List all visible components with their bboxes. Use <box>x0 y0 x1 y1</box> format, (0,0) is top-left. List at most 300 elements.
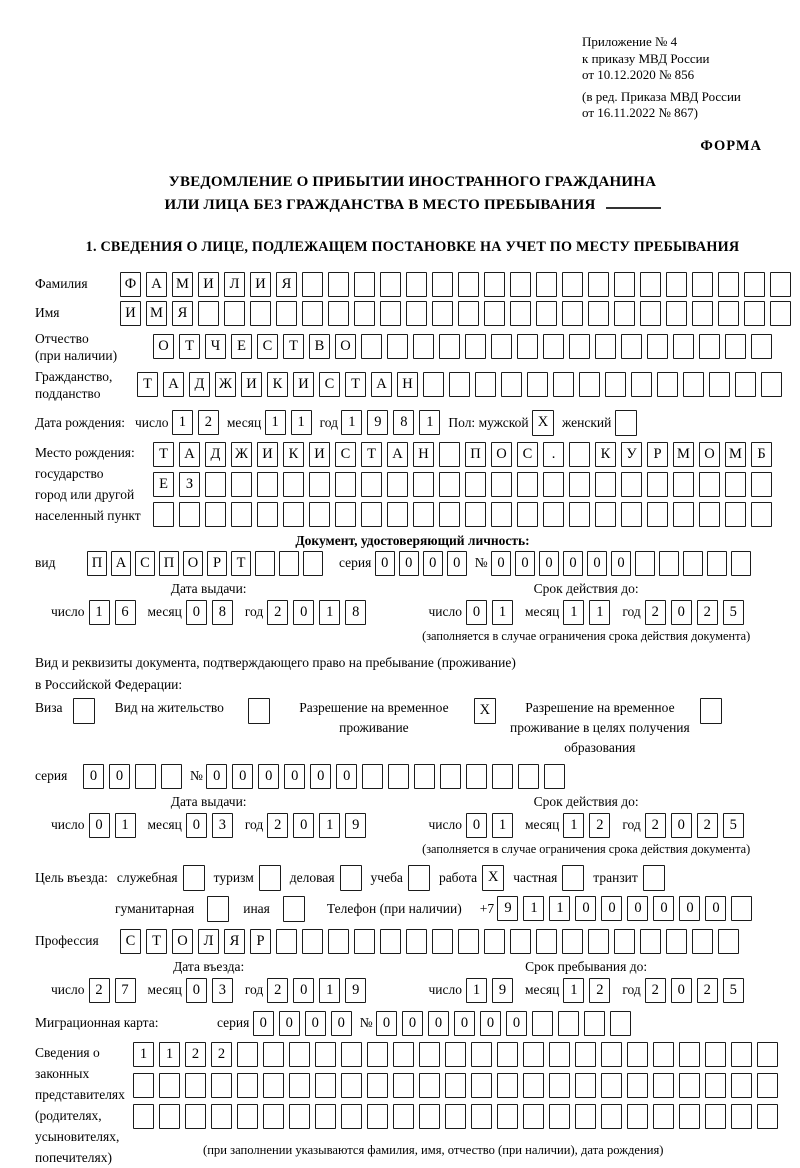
char-box[interactable]: 0 <box>705 896 726 921</box>
doc-issue-month[interactable] <box>186 600 233 625</box>
char-box[interactable]: К <box>595 442 616 467</box>
char-box[interactable]: П <box>159 551 179 576</box>
purpose-humanitarian-checkbox[interactable] <box>207 896 229 922</box>
char-box[interactable] <box>492 764 513 789</box>
char-box[interactable] <box>640 301 661 326</box>
char-box[interactable] <box>562 272 583 297</box>
char-box[interactable] <box>408 865 430 891</box>
char-box[interactable] <box>276 301 297 326</box>
char-box[interactable] <box>666 301 687 326</box>
char-box[interactable]: Р <box>207 551 227 576</box>
char-box[interactable]: 1 <box>133 1042 154 1067</box>
char-box[interactable] <box>255 551 275 576</box>
char-box[interactable] <box>627 1042 648 1067</box>
char-box[interactable]: 2 <box>645 813 666 838</box>
char-box[interactable] <box>315 1104 336 1129</box>
char-box[interactable] <box>643 865 665 891</box>
char-box[interactable] <box>231 472 252 497</box>
char-box[interactable]: 1 <box>265 410 286 435</box>
char-box[interactable]: Б <box>751 442 772 467</box>
char-box[interactable] <box>653 1042 674 1067</box>
char-box[interactable]: 0 <box>563 551 583 576</box>
char-box[interactable] <box>614 929 635 954</box>
char-box[interactable]: Я <box>224 929 245 954</box>
char-box[interactable] <box>340 865 362 891</box>
char-box[interactable] <box>445 1042 466 1067</box>
char-box[interactable] <box>549 1104 570 1129</box>
char-box[interactable] <box>718 301 739 326</box>
char-box[interactable] <box>362 764 383 789</box>
char-box[interactable]: 0 <box>671 978 692 1003</box>
char-box[interactable]: 0 <box>399 551 419 576</box>
char-box[interactable] <box>588 929 609 954</box>
char-box[interactable] <box>224 301 245 326</box>
char-box[interactable]: К <box>283 442 304 467</box>
char-box[interactable] <box>231 502 252 527</box>
char-box[interactable] <box>569 334 590 359</box>
char-box[interactable] <box>328 272 349 297</box>
char-box[interactable] <box>257 502 278 527</box>
entry-year[interactable] <box>267 978 366 1003</box>
char-box[interactable]: 0 <box>186 978 207 1003</box>
char-box[interactable]: 9 <box>497 896 518 921</box>
char-box[interactable] <box>673 472 694 497</box>
char-box[interactable]: Т <box>137 372 158 397</box>
char-box[interactable] <box>653 1073 674 1098</box>
char-box[interactable] <box>354 301 375 326</box>
birth-day-cells[interactable] <box>172 410 219 435</box>
char-box[interactable]: 2 <box>645 600 666 625</box>
residence-number-cells[interactable] <box>206 764 565 789</box>
char-box[interactable]: 1 <box>159 1042 180 1067</box>
char-box[interactable] <box>439 472 460 497</box>
char-box[interactable] <box>475 372 496 397</box>
char-box[interactable]: Т <box>179 334 200 359</box>
char-box[interactable] <box>627 1104 648 1129</box>
char-box[interactable]: 0 <box>376 1011 397 1036</box>
char-box[interactable]: А <box>146 272 167 297</box>
char-box[interactable]: Т <box>283 334 304 359</box>
char-box[interactable] <box>387 472 408 497</box>
char-box[interactable] <box>751 502 772 527</box>
char-box[interactable]: М <box>725 442 746 467</box>
char-box[interactable] <box>361 502 382 527</box>
char-box[interactable]: 0 <box>454 1011 475 1036</box>
char-box[interactable] <box>553 372 574 397</box>
char-box[interactable]: 0 <box>305 1011 326 1036</box>
char-box[interactable] <box>731 1042 752 1067</box>
char-box[interactable] <box>179 502 200 527</box>
char-box[interactable]: 2 <box>589 978 610 1003</box>
char-box[interactable]: Т <box>231 551 251 576</box>
char-box[interactable]: А <box>387 442 408 467</box>
char-box[interactable]: 0 <box>310 764 331 789</box>
phone-cells[interactable] <box>497 896 752 921</box>
char-box[interactable] <box>770 272 791 297</box>
char-box[interactable] <box>615 410 637 436</box>
char-box[interactable] <box>647 472 668 497</box>
temp-permit-edu-checkbox[interactable] <box>700 698 722 724</box>
doc-series-cells[interactable] <box>375 551 467 576</box>
char-box[interactable] <box>751 334 772 359</box>
char-box[interactable] <box>302 301 323 326</box>
char-box[interactable]: А <box>111 551 131 576</box>
residence-issue-day[interactable] <box>89 813 136 838</box>
char-box[interactable]: И <box>309 442 330 467</box>
char-box[interactable] <box>250 301 271 326</box>
char-box[interactable] <box>406 301 427 326</box>
char-box[interactable] <box>536 301 557 326</box>
char-box[interactable] <box>458 929 479 954</box>
char-box[interactable] <box>73 698 95 724</box>
purpose-transit-checkbox[interactable] <box>643 865 665 891</box>
char-box[interactable] <box>621 502 642 527</box>
char-box[interactable]: 2 <box>267 600 288 625</box>
char-box[interactable] <box>263 1042 284 1067</box>
char-box[interactable]: 1 <box>319 600 340 625</box>
char-box[interactable] <box>605 372 626 397</box>
char-box[interactable]: 0 <box>89 813 110 838</box>
purpose-official-checkbox[interactable] <box>183 865 205 891</box>
entry-day[interactable] <box>89 978 136 1003</box>
char-box[interactable] <box>692 929 713 954</box>
char-box[interactable] <box>276 929 297 954</box>
char-box[interactable]: А <box>371 372 392 397</box>
char-box[interactable]: М <box>172 272 193 297</box>
char-box[interactable]: Н <box>397 372 418 397</box>
char-box[interactable]: 0 <box>587 551 607 576</box>
char-box[interactable] <box>289 1073 310 1098</box>
char-box[interactable] <box>699 502 720 527</box>
char-box[interactable]: С <box>120 929 141 954</box>
char-box[interactable]: 0 <box>611 551 631 576</box>
doc-expiry-month[interactable] <box>563 600 610 625</box>
char-box[interactable]: П <box>465 442 486 467</box>
char-box[interactable] <box>679 1073 700 1098</box>
char-box[interactable] <box>562 865 584 891</box>
profession-cells[interactable] <box>120 929 739 954</box>
char-box[interactable] <box>588 272 609 297</box>
char-box[interactable] <box>237 1073 258 1098</box>
char-box[interactable] <box>640 272 661 297</box>
char-box[interactable] <box>159 1104 180 1129</box>
char-box[interactable]: Д <box>189 372 210 397</box>
char-box[interactable] <box>283 472 304 497</box>
char-box[interactable]: 5 <box>723 813 744 838</box>
char-box[interactable]: 2 <box>211 1042 232 1067</box>
doc-issue-day[interactable] <box>89 600 136 625</box>
char-box[interactable] <box>699 334 720 359</box>
residence-issue-month[interactable] <box>186 813 233 838</box>
char-box[interactable] <box>465 472 486 497</box>
residence-issue-year[interactable] <box>267 813 366 838</box>
char-box[interactable]: 0 <box>258 764 279 789</box>
char-box[interactable]: 0 <box>627 896 648 921</box>
char-box[interactable] <box>510 301 531 326</box>
char-box[interactable] <box>673 502 694 527</box>
char-box[interactable] <box>595 502 616 527</box>
representatives-cells-3[interactable] <box>133 1104 778 1129</box>
char-box[interactable]: 2 <box>589 813 610 838</box>
char-box[interactable] <box>414 764 435 789</box>
char-box[interactable]: 0 <box>293 600 314 625</box>
char-box[interactable] <box>692 272 713 297</box>
char-box[interactable]: 1 <box>115 813 136 838</box>
char-box[interactable] <box>185 1104 206 1129</box>
char-box[interactable]: 1 <box>319 978 340 1003</box>
char-box[interactable]: 1 <box>563 600 584 625</box>
char-box[interactable] <box>315 1073 336 1098</box>
char-box[interactable]: О <box>153 334 174 359</box>
char-box[interactable] <box>614 272 635 297</box>
char-box[interactable] <box>302 929 323 954</box>
char-box[interactable]: Р <box>647 442 668 467</box>
char-box[interactable] <box>527 372 548 397</box>
char-box[interactable] <box>367 1104 388 1129</box>
char-box[interactable] <box>387 334 408 359</box>
char-box[interactable] <box>543 472 564 497</box>
char-box[interactable] <box>517 502 538 527</box>
char-box[interactable] <box>471 1104 492 1129</box>
char-box[interactable]: 0 <box>480 1011 501 1036</box>
doc-expiry-day[interactable] <box>466 600 513 625</box>
char-box[interactable] <box>709 372 730 397</box>
char-box[interactable]: С <box>517 442 538 467</box>
char-box[interactable] <box>413 472 434 497</box>
char-box[interactable]: 2 <box>697 813 718 838</box>
char-box[interactable]: Е <box>153 472 174 497</box>
char-box[interactable] <box>543 334 564 359</box>
char-box[interactable] <box>484 929 505 954</box>
char-box[interactable] <box>183 865 205 891</box>
char-box[interactable] <box>575 1104 596 1129</box>
char-box[interactable] <box>303 551 323 576</box>
char-box[interactable]: 0 <box>186 600 207 625</box>
char-box[interactable]: 0 <box>109 764 130 789</box>
char-box[interactable] <box>380 929 401 954</box>
char-box[interactable]: 1 <box>172 410 193 435</box>
char-box[interactable]: К <box>267 372 288 397</box>
char-box[interactable] <box>536 272 557 297</box>
char-box[interactable] <box>679 1042 700 1067</box>
char-box[interactable]: 0 <box>601 896 622 921</box>
char-box[interactable] <box>283 502 304 527</box>
char-box[interactable] <box>562 929 583 954</box>
char-box[interactable]: 8 <box>345 600 366 625</box>
char-box[interactable]: 0 <box>375 551 395 576</box>
char-box[interactable]: Т <box>345 372 366 397</box>
char-box[interactable] <box>458 272 479 297</box>
char-box[interactable]: 0 <box>671 600 692 625</box>
surname-cells[interactable] <box>120 272 791 297</box>
char-box[interactable] <box>419 1042 440 1067</box>
char-box[interactable]: И <box>257 442 278 467</box>
char-box[interactable] <box>569 472 590 497</box>
char-box[interactable] <box>458 301 479 326</box>
char-box[interactable] <box>673 334 694 359</box>
char-box[interactable]: М <box>146 301 167 326</box>
char-box[interactable] <box>380 272 401 297</box>
char-box[interactable] <box>440 764 461 789</box>
char-box[interactable]: О <box>335 334 356 359</box>
char-box[interactable] <box>517 334 538 359</box>
char-box[interactable] <box>569 502 590 527</box>
char-box[interactable]: 1 <box>563 978 584 1003</box>
char-box[interactable] <box>549 1042 570 1067</box>
char-box[interactable] <box>595 472 616 497</box>
char-box[interactable]: О <box>491 442 512 467</box>
char-box[interactable] <box>770 301 791 326</box>
birth-year-cells[interactable] <box>341 410 440 435</box>
char-box[interactable] <box>558 1011 579 1036</box>
char-box[interactable] <box>302 272 323 297</box>
char-box[interactable] <box>601 1073 622 1098</box>
char-box[interactable]: 0 <box>293 813 314 838</box>
char-box[interactable] <box>497 1104 518 1129</box>
char-box[interactable] <box>751 472 772 497</box>
char-box[interactable] <box>328 929 349 954</box>
char-box[interactable] <box>705 1073 726 1098</box>
char-box[interactable] <box>610 1011 631 1036</box>
char-box[interactable] <box>569 442 590 467</box>
representatives-cells-2[interactable] <box>133 1073 778 1098</box>
char-box[interactable]: Т <box>146 929 167 954</box>
purpose-study-checkbox[interactable] <box>408 865 430 891</box>
char-box[interactable] <box>491 334 512 359</box>
char-box[interactable] <box>406 272 427 297</box>
char-box[interactable]: 0 <box>284 764 305 789</box>
char-box[interactable]: Я <box>172 301 193 326</box>
char-box[interactable] <box>207 896 229 922</box>
char-box[interactable] <box>705 1042 726 1067</box>
char-box[interactable] <box>601 1104 622 1129</box>
char-box[interactable]: X <box>474 698 496 724</box>
purpose-other-checkbox[interactable] <box>283 896 305 922</box>
char-box[interactable] <box>367 1042 388 1067</box>
char-box[interactable] <box>419 1073 440 1098</box>
char-box[interactable] <box>725 334 746 359</box>
char-box[interactable]: X <box>482 865 504 891</box>
char-box[interactable] <box>439 334 460 359</box>
char-box[interactable] <box>354 929 375 954</box>
char-box[interactable]: 3 <box>212 813 233 838</box>
char-box[interactable]: О <box>172 929 193 954</box>
char-box[interactable] <box>289 1042 310 1067</box>
char-box[interactable]: Т <box>361 442 382 467</box>
char-box[interactable]: У <box>621 442 642 467</box>
char-box[interactable] <box>735 372 756 397</box>
char-box[interactable]: Я <box>276 272 297 297</box>
representatives-cells-1[interactable] <box>133 1042 778 1067</box>
char-box[interactable]: Р <box>250 929 271 954</box>
char-box[interactable] <box>185 1073 206 1098</box>
char-box[interactable] <box>432 272 453 297</box>
char-box[interactable] <box>133 1073 154 1098</box>
char-box[interactable] <box>449 372 470 397</box>
birth-month-cells[interactable] <box>265 410 312 435</box>
char-box[interactable]: X <box>532 410 554 436</box>
char-box[interactable]: 0 <box>539 551 559 576</box>
char-box[interactable]: Д <box>205 442 226 467</box>
char-box[interactable] <box>635 551 655 576</box>
char-box[interactable] <box>575 1073 596 1098</box>
purpose-tourism-checkbox[interactable] <box>259 865 281 891</box>
char-box[interactable] <box>510 272 531 297</box>
char-box[interactable] <box>367 1073 388 1098</box>
name-cells[interactable] <box>120 301 791 326</box>
char-box[interactable]: 9 <box>492 978 513 1003</box>
char-box[interactable] <box>198 301 219 326</box>
char-box[interactable] <box>133 1104 154 1129</box>
char-box[interactable] <box>601 1042 622 1067</box>
char-box[interactable] <box>683 372 704 397</box>
char-box[interactable] <box>393 1104 414 1129</box>
char-box[interactable] <box>731 1073 752 1098</box>
char-box[interactable] <box>579 372 600 397</box>
patronymic-cells[interactable] <box>153 334 772 359</box>
char-box[interactable]: 0 <box>515 551 535 576</box>
char-box[interactable]: 2 <box>645 978 666 1003</box>
char-box[interactable] <box>575 1042 596 1067</box>
char-box[interactable] <box>354 272 375 297</box>
char-box[interactable] <box>584 1011 605 1036</box>
citizenship-cells[interactable] <box>137 372 782 397</box>
char-box[interactable] <box>659 551 679 576</box>
char-box[interactable]: С <box>319 372 340 397</box>
char-box[interactable]: 8 <box>393 410 414 435</box>
char-box[interactable] <box>205 472 226 497</box>
migration-number-cells[interactable] <box>376 1011 631 1036</box>
char-box[interactable] <box>549 1073 570 1098</box>
char-box[interactable] <box>406 929 427 954</box>
char-box[interactable]: 8 <box>212 600 233 625</box>
char-box[interactable]: Н <box>413 442 434 467</box>
char-box[interactable] <box>536 929 557 954</box>
doc-number-cells[interactable] <box>491 551 751 576</box>
doc-expiry-year[interactable] <box>645 600 744 625</box>
char-box[interactable] <box>388 764 409 789</box>
birth-place-cells-1[interactable] <box>153 442 772 467</box>
char-box[interactable] <box>283 896 305 922</box>
char-box[interactable] <box>471 1073 492 1098</box>
char-box[interactable] <box>432 301 453 326</box>
char-box[interactable] <box>263 1104 284 1129</box>
char-box[interactable]: П <box>87 551 107 576</box>
char-box[interactable] <box>471 1042 492 1067</box>
char-box[interactable] <box>718 929 739 954</box>
char-box[interactable]: Ж <box>231 442 252 467</box>
char-box[interactable] <box>315 1042 336 1067</box>
char-box[interactable]: 0 <box>506 1011 527 1036</box>
char-box[interactable] <box>439 502 460 527</box>
char-box[interactable]: М <box>673 442 694 467</box>
char-box[interactable] <box>361 334 382 359</box>
char-box[interactable] <box>259 865 281 891</box>
char-box[interactable]: 0 <box>428 1011 449 1036</box>
stay-year[interactable] <box>645 978 744 1003</box>
sex-male-checkbox[interactable] <box>532 410 554 436</box>
char-box[interactable]: И <box>120 301 141 326</box>
char-box[interactable] <box>731 896 752 921</box>
char-box[interactable] <box>544 764 565 789</box>
char-box[interactable]: 0 <box>466 600 487 625</box>
char-box[interactable] <box>484 301 505 326</box>
char-box[interactable] <box>413 334 434 359</box>
char-box[interactable] <box>647 334 668 359</box>
char-box[interactable] <box>387 502 408 527</box>
char-box[interactable]: И <box>293 372 314 397</box>
char-box[interactable]: Т <box>153 442 174 467</box>
